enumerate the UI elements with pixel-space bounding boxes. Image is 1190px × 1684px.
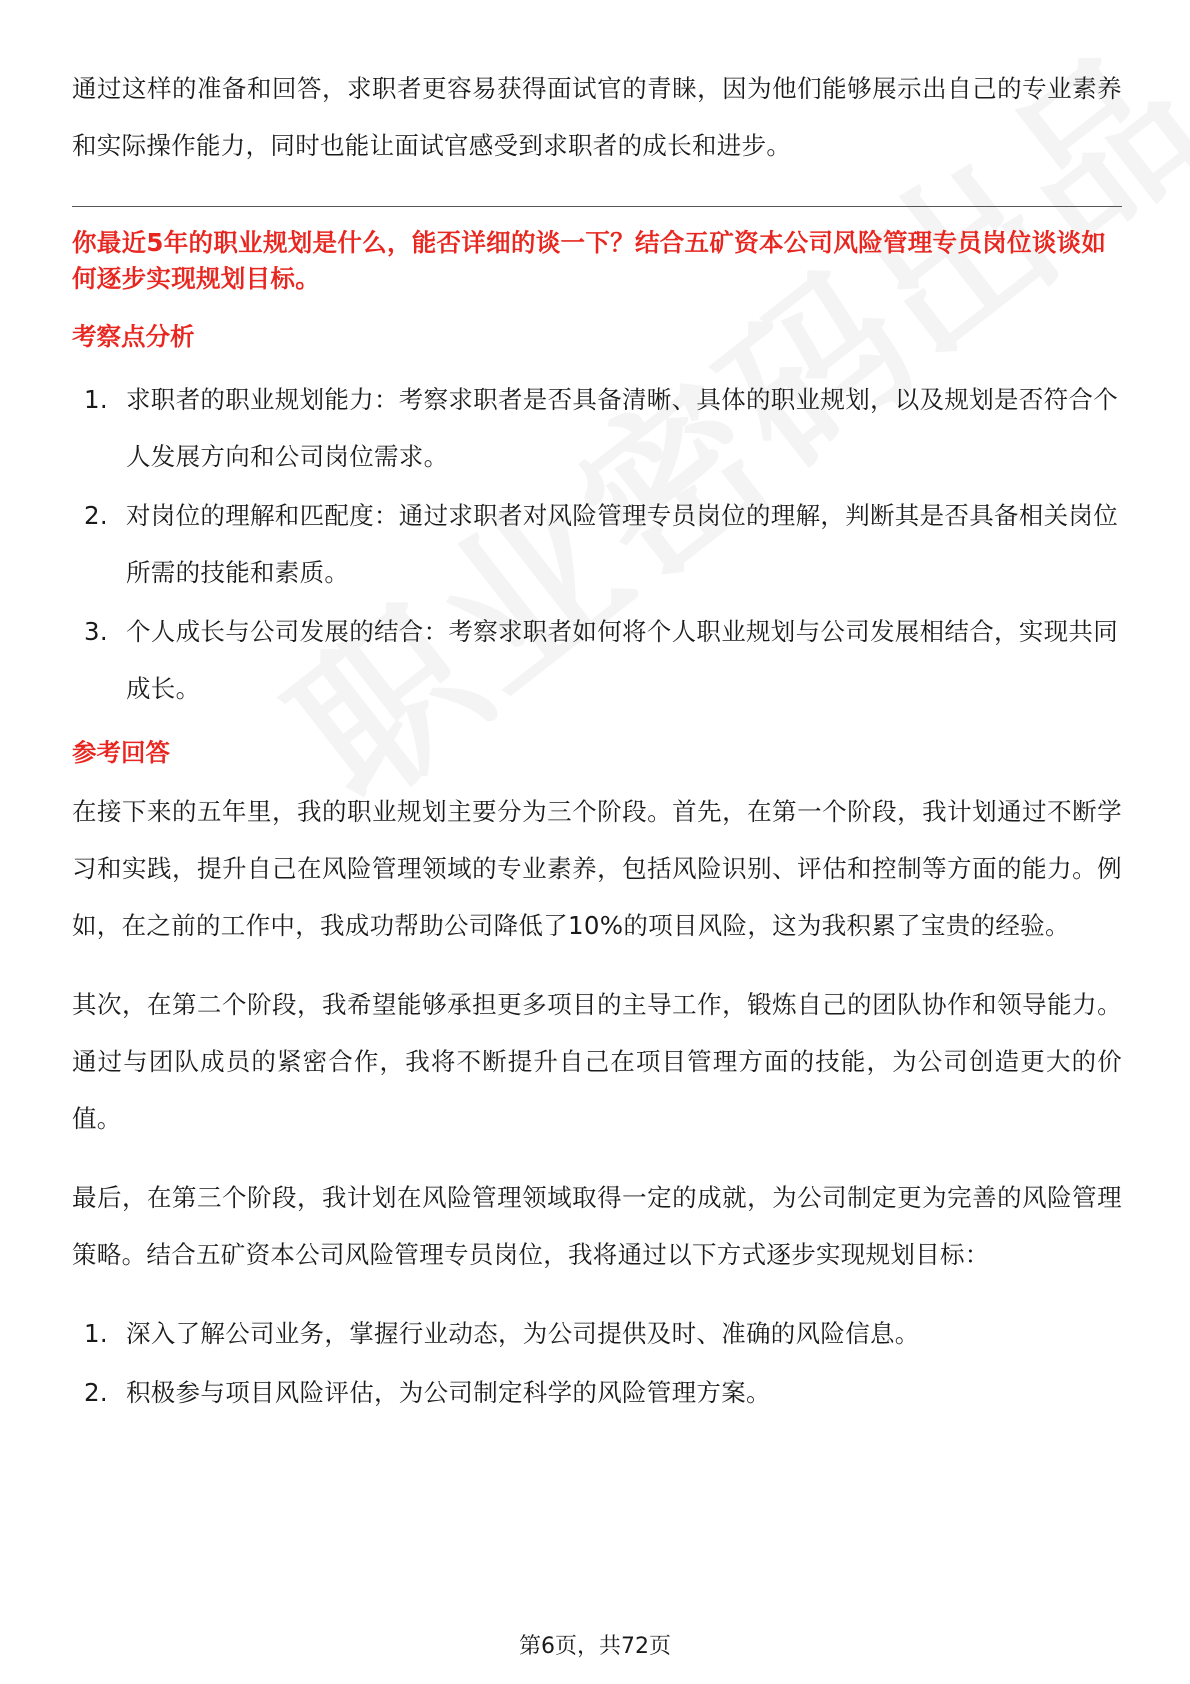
answer-paragraph: 最后，在第三个阶段，我计划在风险管理领域取得一定的成就，为公司制定更为完善的风险管理策略。结合五矿资本公司风险管理专员岗位，我将通过以下方式逐步实现规划目标： <box>72 1183 1122 1269</box>
intro-paragraph: 通过这样的准备和回答，求职者更容易获得面试官的青睐，因为他们能够展示出自己的专业素养和实际操作能力，同时也能让面试官感受到求职者的成长和进步。 <box>72 74 1122 160</box>
list-item <box>72 371 1122 485</box>
list-item-text: 求职者的职业规划能力：考察求职者是否具备清晰、具体的职业规划，以及规划是否符合个人发展方向和公司岗位需求。 <box>126 385 1118 471</box>
list-item-text: 深入了解公司业务，掌握行业动态，为公司提供及时、准确的风险信息。 <box>126 1319 920 1348</box>
list-item-number: 3. <box>84 617 108 646</box>
list-item-number: 2. <box>84 501 108 530</box>
analysis-list <box>72 371 1122 717</box>
list-item <box>72 603 1122 717</box>
section-divider <box>72 206 1122 207</box>
paragraph-gap <box>72 954 1122 976</box>
paragraph-gap <box>72 1283 1122 1305</box>
list-item <box>72 487 1122 601</box>
page-content <box>72 60 1122 1423</box>
interview-question: 你最近5年的职业规划是什么，能否详细的谈一下？结合五矿资本公司风险管理专员岗位谈谈如何逐步实现规划目标。 <box>72 228 1107 293</box>
list-item-number: 2. <box>84 1378 108 1407</box>
list-item-number: 1. <box>84 385 108 414</box>
list-item-number: 1. <box>84 1319 108 1348</box>
list-item-text: 个人成长与公司发展的结合：考察求职者如何将个人职业规划与公司发展相结合，实现共同成长。 <box>126 617 1118 703</box>
list-item <box>72 1364 1122 1421</box>
paragraph-gap <box>72 1147 1122 1169</box>
list-item <box>72 1305 1122 1362</box>
list-item-text: 积极参与项目风险评估，为公司制定科学的风险管理方案。 <box>126 1378 771 1407</box>
answer-list <box>72 1305 1122 1421</box>
list-item-text: 对岗位的理解和匹配度：通过求职者对风险管理专员岗位的理解，判断其是否具备相关岗位所需的技能和素质。 <box>126 501 1118 587</box>
page-number-footer: 第6页，共72页 <box>519 1634 671 1659</box>
analysis-heading: 考察点分析 <box>72 322 195 351</box>
answer-paragraph: 在接下来的五年里，我的职业规划主要分为三个阶段。首先，在第一个阶段，我计划通过不断学习和实践，提升自己在风险管理领域的专业素养，包括风险识别、评估和控制等方面的能力。例如，在之前的工作中，我成功帮助公司降低了10%的项目风险，这为我积累了宝贵的经验。 <box>72 797 1122 940</box>
answer-heading: 参考回答 <box>72 738 170 767</box>
answer-paragraph: 其次，在第二个阶段，我希望能够承担更多项目的主导工作，锻炼自己的团队协作和领导能力。通过与团队成员的紧密合作，我将不断提升自己在项目管理方面的技能，为公司创造更大的价值。 <box>72 990 1122 1133</box>
